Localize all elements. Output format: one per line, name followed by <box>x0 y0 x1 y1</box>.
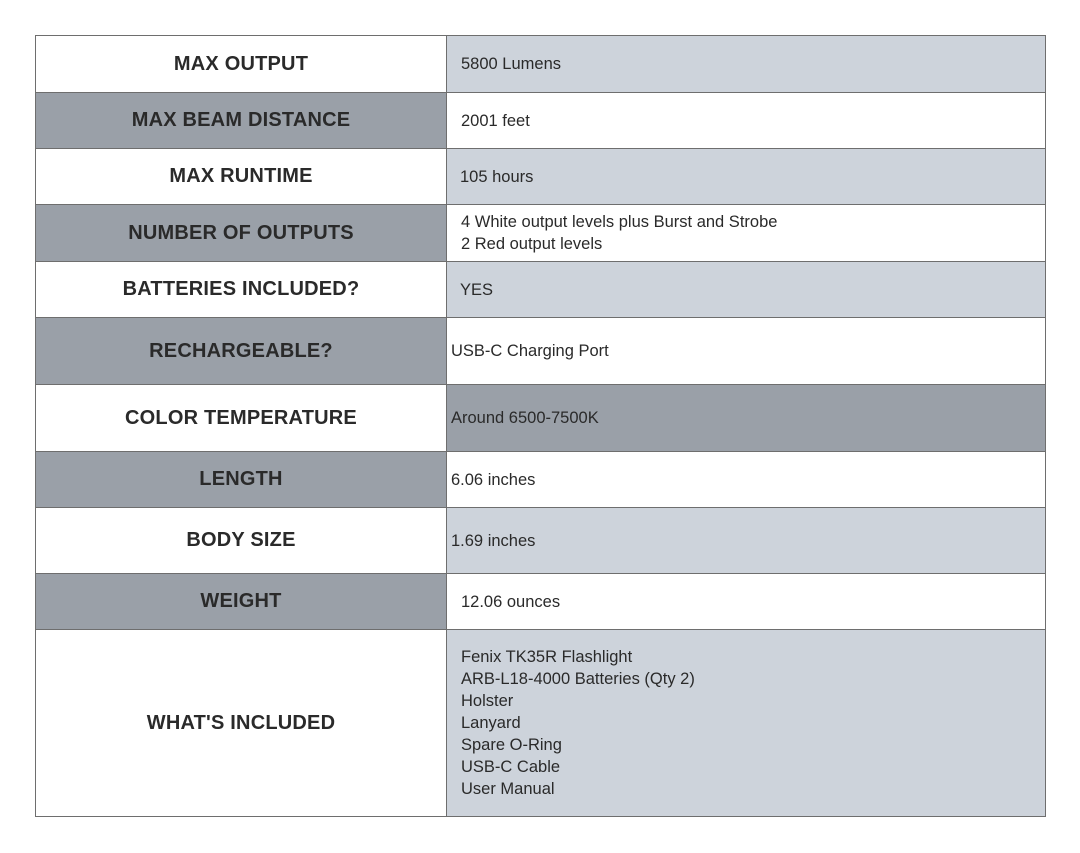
spec-value <box>447 149 1046 205</box>
spec-value-line: Fenix TK35R Flashlight <box>461 648 633 666</box>
spec-value <box>447 385 1046 452</box>
spec-value-line: 105 hours <box>460 167 534 186</box>
spec-label: NUMBER OF OUTPUTS <box>36 205 447 262</box>
spec-value-line: 2 Red output levels <box>461 235 603 253</box>
spec-label: LENGTH <box>36 452 447 508</box>
spec-label: WEIGHT <box>36 574 447 630</box>
spec-row-number-of-outputs <box>36 205 1046 262</box>
spec-value <box>447 205 1046 262</box>
spec-value-line: Around 6500-7500K <box>451 409 599 427</box>
spec-label: COLOR TEMPERATURE <box>36 385 447 452</box>
spec-value-line: Holster <box>461 692 514 710</box>
spec-label: MAX OUTPUT <box>36 36 447 93</box>
spec-value <box>447 36 1046 93</box>
spec-value <box>447 630 1046 817</box>
spec-value-line: 6.06 inches <box>451 470 536 489</box>
spec-value-line: 5800 Lumens <box>461 55 561 73</box>
spec-value-line: 1.69 inches <box>451 531 536 550</box>
spec-value-line: YES <box>460 280 494 299</box>
spec-row-max-runtime <box>36 149 1046 205</box>
spec-value-line: ARB-L18-4000 Batteries (Qty 2) <box>461 670 695 688</box>
spec-label: BODY SIZE <box>36 508 447 574</box>
spec-value-line: 4 White output levels plus Burst and Strobe <box>461 213 778 231</box>
spec-label: BATTERIES INCLUDED? <box>36 262 447 318</box>
spec-row-whats-included <box>36 630 1046 817</box>
spec-value-line: USB-C Charging Port <box>451 342 609 360</box>
spec-value-line: Lanyard <box>461 714 521 732</box>
spec-value-line: Spare O-Ring <box>461 736 562 754</box>
spec-value <box>447 262 1046 318</box>
spec-row-rechargeable <box>36 318 1046 385</box>
spec-label: WHAT'S INCLUDED <box>36 630 447 817</box>
spec-value-line: USB-C Cable <box>461 758 561 776</box>
spec-value <box>447 452 1046 508</box>
spec-row-max-beam-distance <box>36 93 1046 149</box>
spec-value <box>447 318 1046 385</box>
spec-row-color-temperature <box>36 385 1046 452</box>
spec-value-line: User Manual <box>461 780 555 798</box>
spec-row-weight <box>36 574 1046 630</box>
spec-value-line: 2001 feet <box>461 111 530 130</box>
spec-row-max-output <box>36 36 1046 93</box>
spec-value <box>447 93 1046 149</box>
spec-row-length <box>36 452 1046 508</box>
spec-table <box>35 35 1046 817</box>
spec-value <box>447 508 1046 574</box>
spec-label: MAX RUNTIME <box>36 149 447 205</box>
spec-value-line: 12.06 ounces <box>461 592 561 611</box>
spec-label: MAX BEAM DISTANCE <box>36 93 447 149</box>
spec-label: RECHARGEABLE? <box>36 318 447 385</box>
spec-row-batteries-included <box>36 262 1046 318</box>
spec-value <box>447 574 1046 630</box>
spec-row-body-size <box>36 508 1046 574</box>
